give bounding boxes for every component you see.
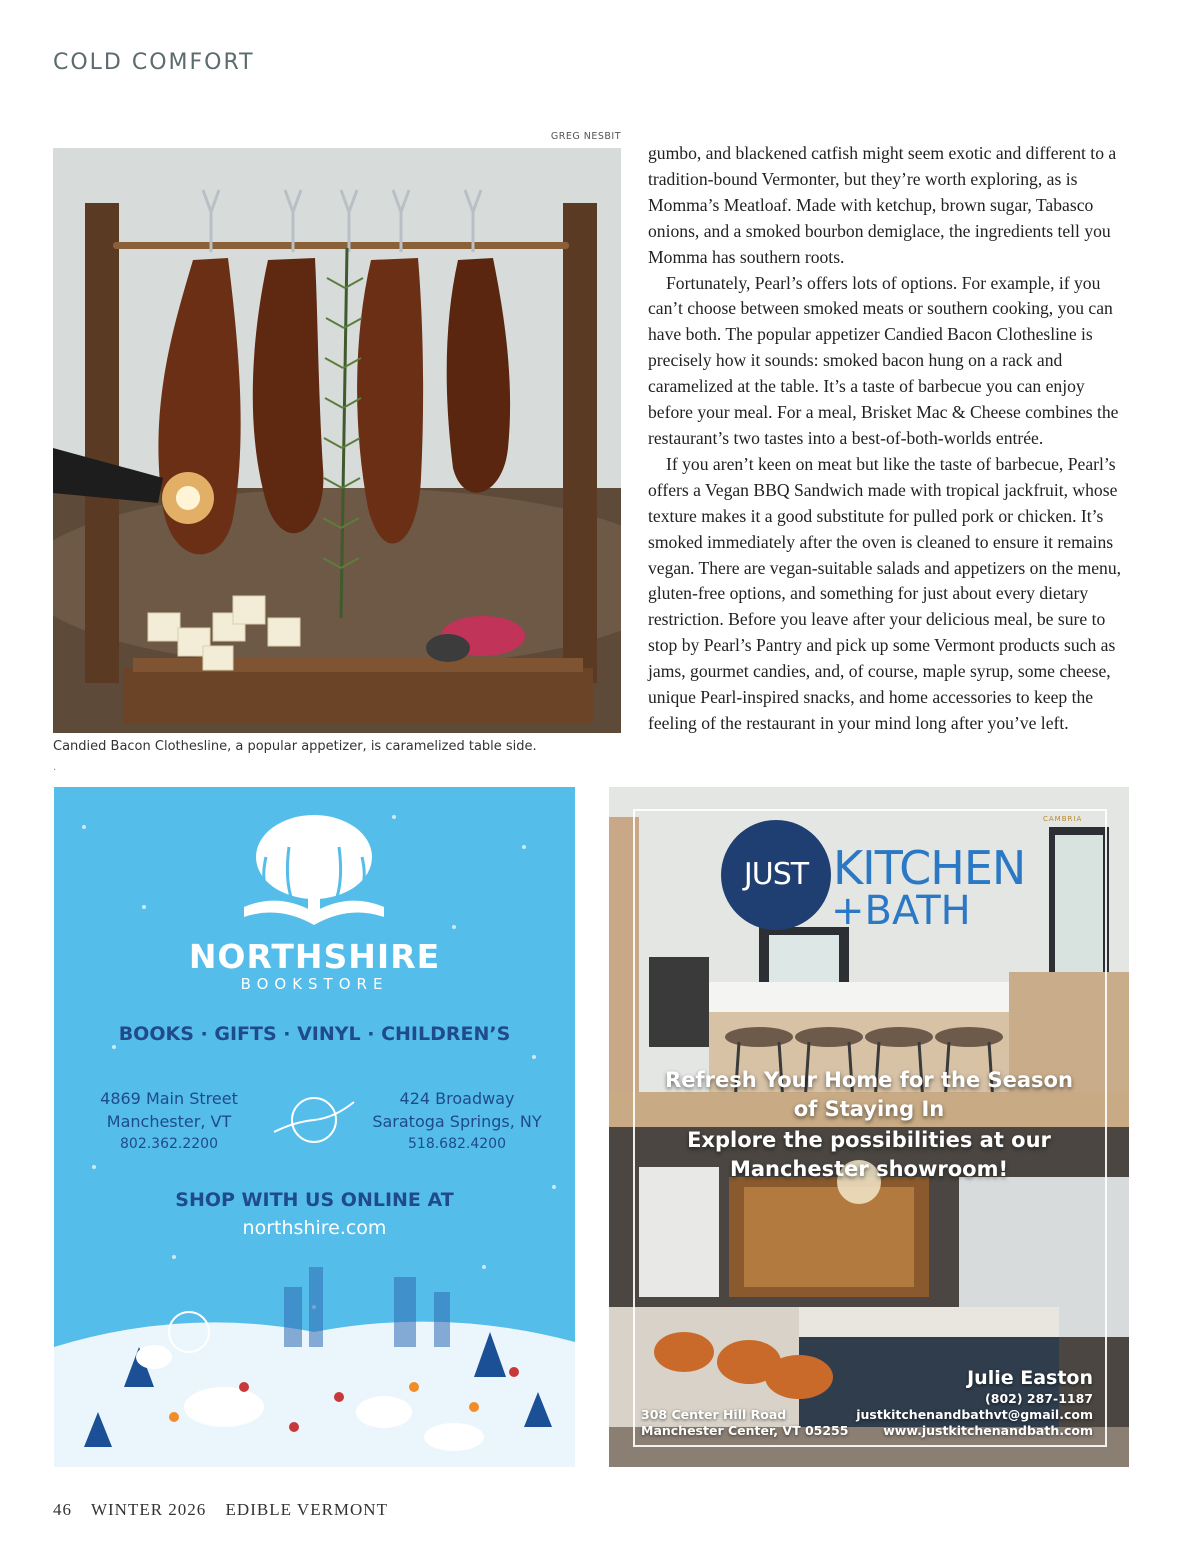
partner-logo: CAMBRIA: [1043, 815, 1083, 823]
northshire-bookstore-ad[interactable]: [54, 787, 575, 1467]
contact-email[interactable]: justkitchenandbathvt@gmail.com: [856, 1407, 1093, 1422]
bookstore-name: NORTHSHIRE: [188, 937, 441, 976]
shop-online-label: SHOP WITH US ONLINE AT: [175, 1189, 454, 1211]
article-paragraph: gumbo, and blackened catfish might seem exotic and different to a tradition-bound Vermonter, but they’re worth exploring, as is Momma’s Meatloaf. Made with ketchup, brown sugar, Tabasco onions, and a smoked bourbon demiglace, the ingredients tell you Momma has southern roots.: [648, 143, 1117, 267]
bacon-clothesline-illustration: [53, 148, 621, 733]
store-city: Saratoga Springs, NY: [372, 1112, 542, 1131]
bookstore-url[interactable]: northshire.com: [242, 1217, 387, 1239]
store-address-saratoga: [372, 1087, 542, 1155]
ad-headline-line4: Manchester showroom!: [729, 1157, 1009, 1181]
showroom-address-line2: Manchester Center, VT 05255: [641, 1423, 849, 1438]
article-paragraph: If you aren’t keen on meat but like the taste of barbecue, Pearl’s offers a Vegan BBQ Sandwich made with tropical jackfruit, whose texture makes it a good substitute for pulled pork or chicken. It’s smoked immediately after the oven is cleaned to ensure it remains vegan. There are vegan-suitable salads and appetizers on the menu, gluten-free options, and something for just about every dietary restriction. Before you leave after your delicious meal, be sure to stop by Pearl’s Pantry and pick up some Vermont products such as jams, gourmet candies, and, of course, maple syrup, some cheese, unique Pearl-inspired snacks, and home accessories to keep the feeling of the restaurant in your mind long after you’ve left.: [648, 453, 1122, 733]
logo-just: JUST: [721, 820, 831, 930]
article-body: [648, 141, 1128, 737]
photo-credit: GREG NESBIT: [550, 131, 621, 142]
store-city: Manchester, VT: [106, 1112, 232, 1131]
bookstore-tagline: BOOKS · GIFTS · VINYL · CHILDREN’S: [118, 1023, 511, 1045]
store-street: 4869 Main Street: [100, 1089, 238, 1108]
ad-headline-line3: Explore the possibilities at our: [687, 1128, 1051, 1152]
just-kitchen-bath-ad[interactable]: [609, 787, 1129, 1467]
logo-bath: +BATH: [831, 888, 971, 934]
store-address-manchester: [94, 1087, 244, 1155]
photo-caption: Candied Bacon Clothesline, a popular appetizer, is caramelized table side.: [53, 739, 537, 754]
store-phone[interactable]: 802.362.2200: [120, 1136, 218, 1152]
publication-name: EDIBLE VERMONT: [225, 1500, 388, 1519]
section-heading: COLD COMFORT: [53, 50, 255, 75]
contact-name: Julie Easton: [967, 1367, 1093, 1389]
article-paragraph: Fortunately, Pearl’s offers lots of options. For example, if you can’t choose between smoked meats or southern cooking, you can have both. The popular appetizer Candied Bacon Clothesline is precisely how it sounds: smoked bacon hung on a rack and caramelized at the table. It’s a taste of barbecue you can enjoy before your meal. For a meal, Brisket Mac & Cheese combines the restaurant’s two tastes into a best-of-both-worlds entrée.: [648, 272, 1119, 448]
contact-website[interactable]: www.justkitchenandbath.com: [883, 1423, 1093, 1438]
showroom-address-line1: 308 Center Hill Road: [641, 1407, 787, 1422]
logo-kitchen: KITCHEN: [833, 841, 1026, 895]
caption-mark: .: [53, 762, 57, 773]
ad-headline-line1: Refresh Your Home for the Season: [665, 1068, 1073, 1092]
issue-label: WINTER 2026: [90, 1500, 207, 1519]
bacon-clothesline-photo: [53, 148, 621, 733]
store-street: 424 Broadway: [399, 1089, 515, 1108]
ad-headline-line2: of Staying In: [793, 1097, 945, 1121]
store-phone[interactable]: 518.682.4200: [408, 1136, 506, 1152]
page-footer: [53, 1500, 402, 1520]
contact-phone[interactable]: (802) 287-1187: [985, 1391, 1093, 1406]
page-number: 46: [53, 1500, 72, 1519]
tree-book-logo: [244, 815, 384, 925]
bookstore-subtitle: BOOKSTORE: [240, 975, 389, 993]
